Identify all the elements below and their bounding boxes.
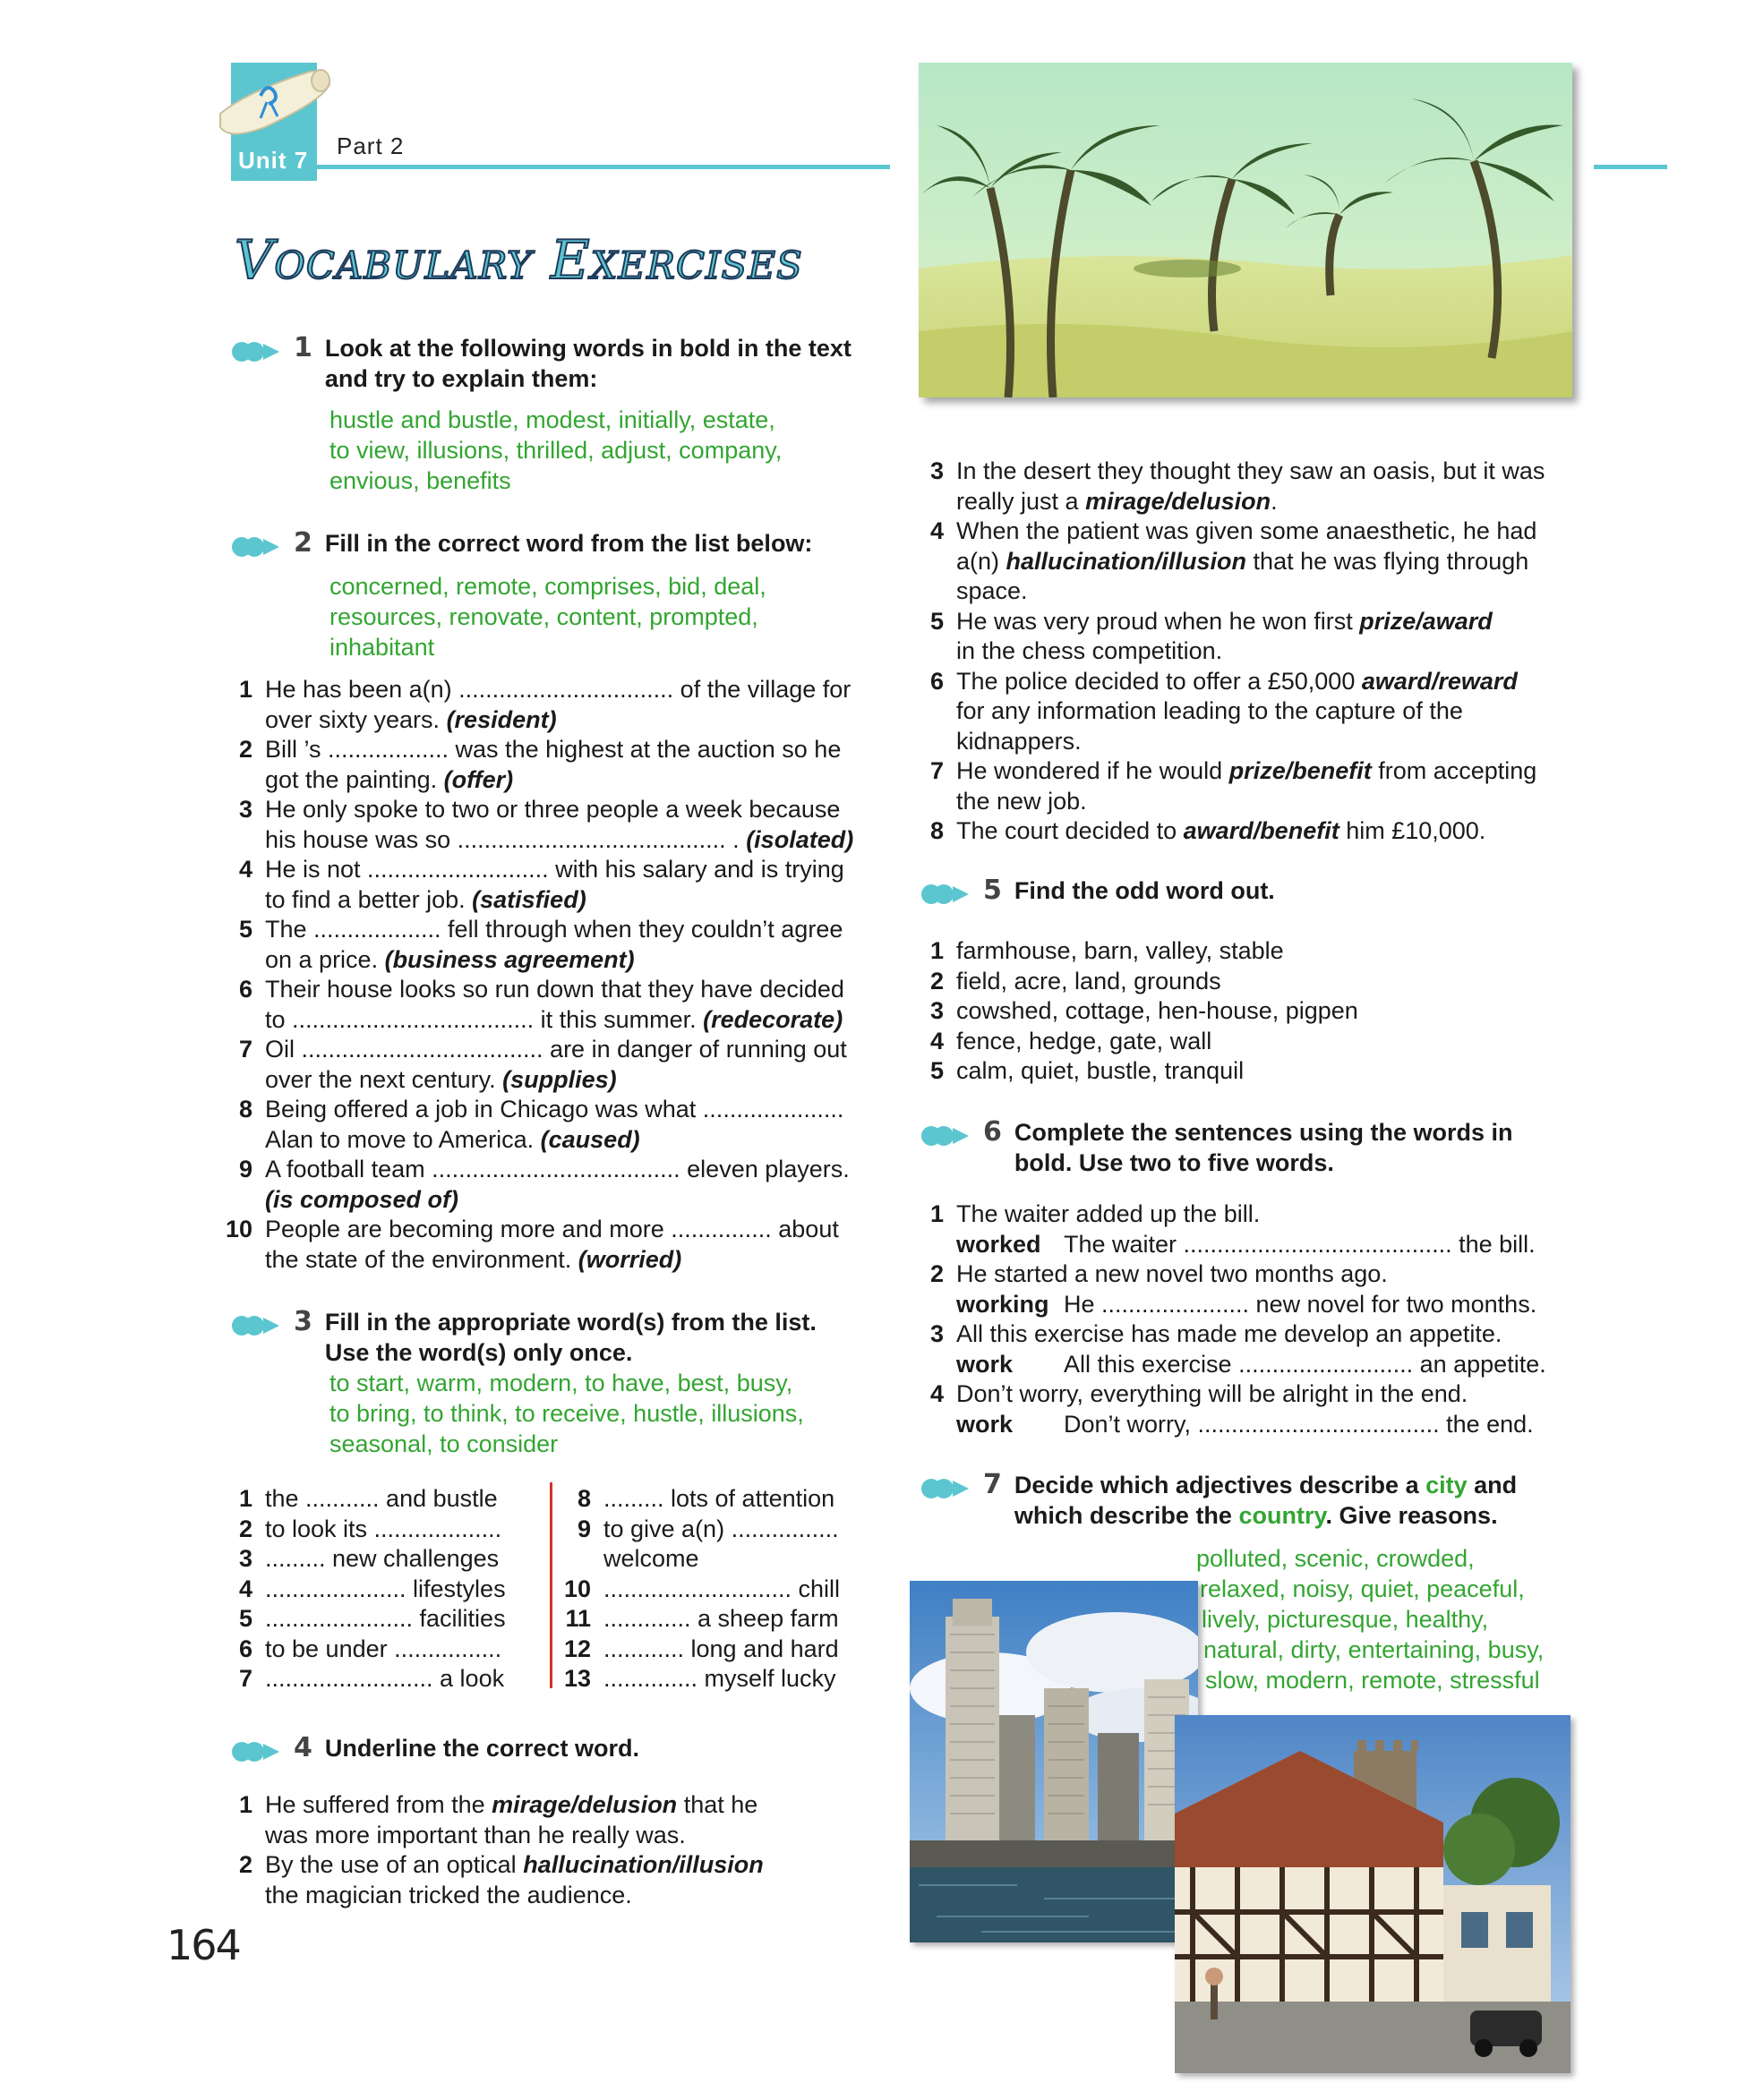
word-list: to start, warm, modern, to have, best, busy, to bring, to think, to receive, hustle, illusions, seasonal, to consider bbox=[329, 1370, 804, 1457]
exercise-instruction: Decide which adjectives describe a city and which describe the country. Give reasons. bbox=[1014, 1472, 1518, 1529]
list-item: 12 ............ long and hard bbox=[564, 1635, 839, 1662]
exercise-4-items-left bbox=[226, 1790, 879, 1910]
exercise-4 bbox=[231, 1733, 876, 1763]
list-item: 10 People are becoming more and more ............... about the state of the environment. (worried) bbox=[226, 1216, 839, 1273]
list-item: 7 Oil .................................... are in danger of running out over the next century. (supplies) bbox=[238, 1036, 847, 1093]
list-item: 1 farmhouse, barn, valley, stable bbox=[929, 937, 1284, 964]
list-item: 6 to be under ................ bbox=[238, 1635, 502, 1662]
list-item: 5 He was very proud when he won first prize/award in the chess competition. bbox=[929, 607, 1493, 664]
exercise-6-items bbox=[917, 1199, 1579, 1439]
desert-palm-photo bbox=[919, 63, 1572, 397]
exercise-2 bbox=[231, 528, 876, 662]
list-item: 1 The waiter added up the bill. worked The waiter ........................................ the bill. bbox=[929, 1200, 1536, 1258]
exercise-instruction: Look at the following words in bold in the text and try to explain them: bbox=[324, 335, 852, 392]
list-item: welcome bbox=[603, 1545, 699, 1572]
unit-label: Unit 7 bbox=[238, 147, 309, 174]
list-item: 6 The police decided to offer a £50,000 award/reward for any information leading to the capture of the kidnappers. bbox=[929, 667, 1518, 755]
page-title: Vocabulary Exercises bbox=[235, 229, 803, 292]
list-item: 7 ......................... a look bbox=[238, 1665, 505, 1692]
list-item: 2 Bill ’s .................. was the highest at the auction so he got the painting. (offer) bbox=[238, 736, 842, 793]
list-item: 4 ..................... lifestyles bbox=[238, 1575, 506, 1602]
country-village-photo bbox=[1175, 1715, 1570, 2073]
list-item: 3 cowshed, cottage, hen-house, pigpen bbox=[929, 997, 1358, 1024]
exercise-6 bbox=[920, 1117, 1583, 1178]
list-item: 2 to look its ................... bbox=[238, 1515, 502, 1542]
list-item: 1 He has been a(n) ................................ of the village for over sixty years. (resident) bbox=[238, 676, 852, 733]
exercise-number: 1 bbox=[294, 332, 312, 363]
list-item: 13 .............. myself lucky bbox=[564, 1665, 836, 1692]
bullet-arrow-icon bbox=[231, 535, 281, 566]
list-item: 5 ...................... facilities bbox=[238, 1605, 506, 1632]
exercise-3 bbox=[231, 1307, 876, 1459]
exercise-number: 4 bbox=[294, 1732, 312, 1763]
list-item: 11 ............. a sheep farm bbox=[565, 1605, 839, 1632]
bullet-arrow-icon bbox=[231, 340, 281, 371]
exercise-instruction: Underline the correct word. bbox=[324, 1735, 639, 1762]
list-item: 2 By the use of an optical hallucination/illusion the magician tricked the audience. bbox=[238, 1851, 764, 1908]
list-item: 3 In the desert they thought they saw an oasis, but it was really just a mirage/delusion. bbox=[929, 457, 1545, 515]
list-item: 8 ......... lots of attention bbox=[577, 1485, 835, 1512]
list-item: 1 the ........... and bustle bbox=[238, 1485, 498, 1512]
part-label: Part 2 bbox=[337, 132, 405, 159]
exercise-5 bbox=[920, 875, 1583, 906]
exercise-number: 2 bbox=[294, 527, 312, 559]
exercise-number: 5 bbox=[983, 875, 1002, 906]
exercise-4-items-right bbox=[917, 457, 1579, 847]
list-item: 5 The ................... fell through when they couldn’t agree on a price. (business agreement) bbox=[238, 916, 843, 973]
list-item: 2 field, acre, land, grounds bbox=[929, 967, 1221, 995]
list-item: 5 calm, quiet, bustle, tranquil bbox=[929, 1057, 1245, 1084]
bullet-arrow-icon bbox=[920, 883, 971, 913]
exercise-number: 6 bbox=[983, 1116, 1002, 1148]
scroll-icon bbox=[211, 64, 337, 145]
list-item: 4 When the patient was given some anaesthetic, he had a(n) hallucination/illusion that he was flying through space. bbox=[929, 517, 1537, 604]
exercise-instruction: Fill in the correct word from the list below: bbox=[324, 530, 813, 557]
list-item: 4 fence, hedge, gate, wall bbox=[929, 1027, 1212, 1054]
exercise-5-items bbox=[917, 936, 1579, 1087]
list-item: 8 Being offered a job in Chicago was what ..................... Alan to move to America. (caused) bbox=[238, 1096, 844, 1153]
list-item: 9 to give a(n) ................ bbox=[577, 1515, 839, 1542]
bullet-arrow-icon bbox=[231, 1740, 281, 1771]
list-item: 3 He only spoke to two or three people a week because his house was so ........................................ . (isolated) bbox=[238, 796, 854, 853]
page-number: 164 bbox=[167, 1921, 240, 1969]
exercise-instruction: Fill in the appropriate word(s) from the list. Use the word(s) only once. bbox=[324, 1309, 817, 1366]
exercise-instruction: Find the odd word out. bbox=[1014, 877, 1275, 904]
header-rule-left bbox=[317, 165, 890, 169]
list-item: 8 The court decided to award/benefit him £10,000. bbox=[929, 817, 1486, 844]
header-rule-right bbox=[1594, 165, 1667, 169]
list-item: 1 He suffered from the mirage/delusion that he was more important than he really was. bbox=[238, 1791, 758, 1848]
list-item: 10 ............................ chill bbox=[564, 1575, 841, 1602]
column-divider bbox=[550, 1482, 552, 1688]
list-item: 6 Their house looks so run down that they have decided to .................................... it this summer. (redecorate) bbox=[238, 976, 844, 1033]
word-list: polluted, scenic, crowded, relaxed, noisy, quiet, peaceful, lively, picturesque, healthy, natural, dirty, entertaining, busy, slow, modern, remote, stressful bbox=[1196, 1545, 1545, 1694]
exercise-instruction: Complete the sentences using the words in bold. Use two to five words. bbox=[1014, 1119, 1513, 1176]
list-item: 4 He is not ........................... with his salary and is trying to find a better job. (satisfied) bbox=[238, 856, 844, 913]
list-item: 7 He wondered if he would prize/benefit from accepting the new job. bbox=[929, 757, 1537, 815]
exercise-1 bbox=[231, 333, 876, 496]
list-item: 4 Don’t worry, everything will be alright in the end. work Don’t worry, .................................... the end. bbox=[929, 1380, 1534, 1438]
word-list: concerned, remote, comprises, bid, deal, resources, renovate, content, prompted, inhabitant bbox=[329, 573, 766, 661]
exercise-number: 3 bbox=[294, 1306, 312, 1337]
bullet-arrow-icon bbox=[231, 1314, 281, 1345]
list-item: 9 A football team ..................................... eleven players. (is composed of) bbox=[238, 1156, 850, 1213]
list-item: 3 All this exercise has made me develop an appetite. work All this exercise .......................... an appetite. bbox=[929, 1320, 1546, 1378]
exercise-7 bbox=[920, 1470, 1583, 1531]
exercise-3-right-column bbox=[564, 1484, 869, 1695]
exercise-2-items bbox=[226, 675, 879, 1275]
exercise-number: 7 bbox=[983, 1469, 1002, 1500]
list-item: 2 He started a new novel two months ago. working He ...................... new novel for two months. bbox=[929, 1260, 1537, 1318]
list-item: 3 ......... new challenges bbox=[238, 1545, 500, 1572]
bullet-arrow-icon bbox=[920, 1124, 971, 1155]
bullet-arrow-icon bbox=[920, 1477, 971, 1507]
exercise-3-left-column bbox=[226, 1484, 530, 1695]
city-skyline-photo bbox=[910, 1581, 1198, 1942]
word-list: hustle and bustle, modest, initially, estate, to view, illusions, thrilled, adjust, company, envious, benefits bbox=[329, 406, 783, 494]
